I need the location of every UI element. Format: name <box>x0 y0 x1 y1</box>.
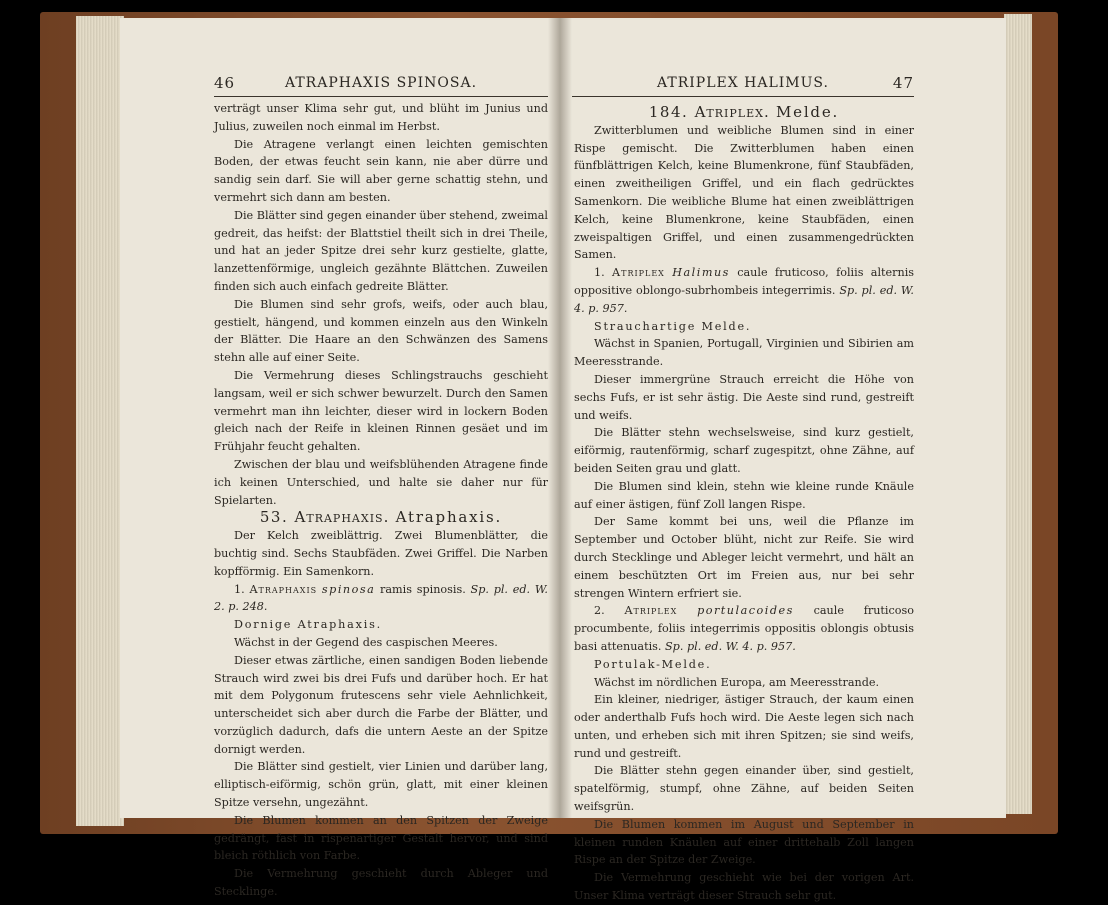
section-number: 184. <box>648 103 689 121</box>
paragraph: Die Blätter stehn wechselsweise, sind kurz gestielt, eiförmig, rautenförmig, scharf zugespitzt, ohne Zähne, auf beiden Seiten grau und glatt. <box>574 426 914 475</box>
right-page-number: 47 <box>892 74 914 92</box>
left-page-number: 46 <box>214 74 236 92</box>
species-reference: Sp. pl. ed. W. 4. p. 957. <box>665 639 796 653</box>
paragraph: Die Vermehrung geschieht wie bei der vorigen Art. Unser Klima verträgt dieser Strauch sehr gut. <box>574 871 914 903</box>
species-epithet: portulacoides <box>697 604 794 618</box>
species-reference: Sp. pl. ed. W. 4. p. 957. <box>574 283 914 315</box>
paragraph: Die Blumen sind sehr grofs, weifs, oder auch blau, gestielt, hängend, und kommen einzeln aus den Winkeln der Blätter. Die Haare an den Schwänzen des Samens stehn alle auf einer Seite. <box>214 297 548 365</box>
paragraph: Wächst im nördlichen Europa, am Meeresstrande. <box>594 675 880 689</box>
left-page-header <box>214 74 548 97</box>
right-page-edges <box>1004 14 1032 814</box>
section-heading <box>574 104 914 122</box>
paragraph: Die Blumen sind klein, stehn wie kleine runde Knäule auf einer ästigen, fünf Zoll langen Rispe. <box>574 479 914 511</box>
right-page <box>560 18 1006 903</box>
book-gutter <box>548 18 572 818</box>
species-diagnosis: ramis spinosis. <box>380 582 466 596</box>
species-diagnosis: caule fruticoso procumbente, foliis integerrimis oppositis oblongis obtusis basi attenuatis. <box>574 604 914 653</box>
paragraph: Dieser etwas zärtliche, einen sandigen Boden liebende Strauch wird zwei bis drei Fufs und darüber hoch. Er hat mit dem Polygonum frutescens sehr viele Aehnlichkeit, unterscheidet sich aber durch die Farbe der Blätter, und vorzüglich dadurch, dafs die untern Aeste an der Spitze dornigt werden. <box>214 653 548 756</box>
common-name: Strauchartige Melde. <box>594 319 752 333</box>
species-epithet: spinosa <box>321 582 376 596</box>
species-reference: Sp. pl. ed. W. 2. p. 248. <box>214 582 548 614</box>
species-number: 1. <box>594 266 605 280</box>
paragraph: Der Kelch zweiblättrig. Zwei Blumenblätter, die buchtig sind. Sechs Staubfäden. Zwei Griffel. Die Narben kopfförmig. Ein Samenkorn. <box>214 529 548 578</box>
paragraph: Ein kleiner, niedriger, ästiger Strauch, der kaum einen oder anderthalb Fufs hoch wird. Die Aeste legen sich nach unten, und erheben sich mit ihren Spitzen; sie sind weifs, rund und gestreift. <box>574 693 914 760</box>
paragraph: Die Atragene verlangt einen leichten gemischten Boden, der etwas feucht sein kann, nie aber dürre und sandig sein darf. Sie will aber gerne schattig stehn, und vermehrt sich dann am besten. <box>214 137 548 204</box>
paragraph: Wächst in Spanien, Portugall, Virginien und Sibirien am Meeresstrande. <box>574 337 914 369</box>
paragraph: Dieser immergrüne Strauch erreicht die Höhe von sechs Fufs, er ist sehr ästig. Die Aeste sind rund, gestreift und weifs. <box>574 372 914 422</box>
paragraph: Die Vermehrung geschieht durch Ableger und Stecklinge. <box>214 867 548 899</box>
paragraph: Wächst in der Gegend des caspischen Meeres. <box>234 635 498 649</box>
paragraph: Der Same kommt bei uns, weil die Pflanze im September und October blüht, nicht zur Reife. Sie wird durch Stecklinge und Ableger leicht vermehrt, und hält an einem beschützten Ort im Freien aus, nur bei sehr strengen Wintern erfriert sie. <box>574 515 914 600</box>
common-name: Portulak-Melde. <box>594 657 712 671</box>
species-diagnosis: caule fruticoso, foliis alternis oppositive oblongo-subrhombeis integerrimis. <box>574 266 915 297</box>
section-genus-caps: Atriplex. <box>694 103 770 121</box>
left-page <box>120 18 560 899</box>
section-genus-name: Atraphaxis. <box>395 508 503 527</box>
section-heading <box>214 509 548 527</box>
paragraph: Zwitterblumen und weibliche Blumen sind in einer Rispe gemischt. Die Zwitterblumen haben einen fünfblättrigen Kelch, keine Blumenkrone, fünf Staubfäden, einen zweitheiligen Griffel, und ein flach gedrücktes Samenkorn. Die weibliche Blume hat einen zweiblättrigen Kelch, keine Blumenkrone, keine Staubfäden, einen zweispaltigen Griffel, und einen zusammengedrückten Samen. <box>574 123 914 262</box>
left-page-edges <box>76 16 124 826</box>
left-running-head: ATRAPHAXIS SPINOSA. <box>284 75 478 91</box>
species-genus: Atriplex <box>612 266 665 280</box>
species-entry <box>214 581 548 617</box>
paragraph: verträgt unser Klima sehr gut, und blüht im Junius und Julius, zuweilen noch einmal im Herbst. <box>214 102 548 133</box>
left-page-body <box>214 100 548 901</box>
section-number: 53. <box>259 508 289 527</box>
section-genus-caps: Atraphaxis. <box>294 508 390 527</box>
species-number: 2. <box>594 604 605 618</box>
right-running-head: ATRIPLEX HALIMUS. <box>657 75 829 91</box>
species-entry <box>574 264 914 317</box>
common-name: Dornige Atraphaxis. <box>234 618 382 632</box>
species-genus: Atraphaxis <box>249 582 318 596</box>
species-genus: Atriplex <box>624 604 678 618</box>
paragraph: Die Blumen kommen an den Spitzen der Zweige gedrängt, fast in rispenartiger Gestalt hervor, und sind bleich röthlich von Farbe. <box>214 813 548 863</box>
paragraph: Die Blätter sind gestielt, vier Linien und darüber lang, elliptisch-eiförmig, schön grün, glatt, mit einer kleinen Spitze versehn, ungezähnt. <box>214 760 548 810</box>
paragraph: Die Blumen kommen im August und September in kleinen runden Knäulen auf einer drittehalb Zoll langen Rispe an der Spitze der Zweige. <box>574 817 914 867</box>
paragraph: Die Blätter stehn gegen einander über, sind gestielt, spatelförmig, stumpf, ohne Zähne, auf beiden Seiten weifsgrün. <box>574 764 914 814</box>
species-number: 1. <box>234 582 245 596</box>
paragraph: Zwischen der blau und weifsblühenden Atragene finde ich keinen Unterschied, und halte sie daher nur für Spielarten. <box>214 457 548 507</box>
right-page-header <box>572 74 914 97</box>
paragraph: Die Vermehrung dieses Schlingstrauchs geschieht langsam, weil er sich schwer bewurzelt. Durch den Samen vermehrt man ihn leichter, dieser wird in lockern Boden gleich nach der Reife in kleinen Rinnen gesäet und im Frühjahr feucht gehalten. <box>214 368 548 454</box>
paragraph: Die Blätter sind gegen einander über stehend, zweimal gedreit, das heifst: der Blattstiel theilt sich in drei Theile, und hat an jeder Spitze drei sehr kurz gestielte, glatte, lanzettenförmige, ungleich gezähnte Blättchen. Zuweilen finden sich auch einfach gedreite Blätter. <box>214 208 548 293</box>
species-epithet: Halimus <box>672 266 730 280</box>
section-genus-name: Melde. <box>776 103 840 121</box>
right-page-body <box>574 98 914 905</box>
species-entry <box>574 602 914 655</box>
